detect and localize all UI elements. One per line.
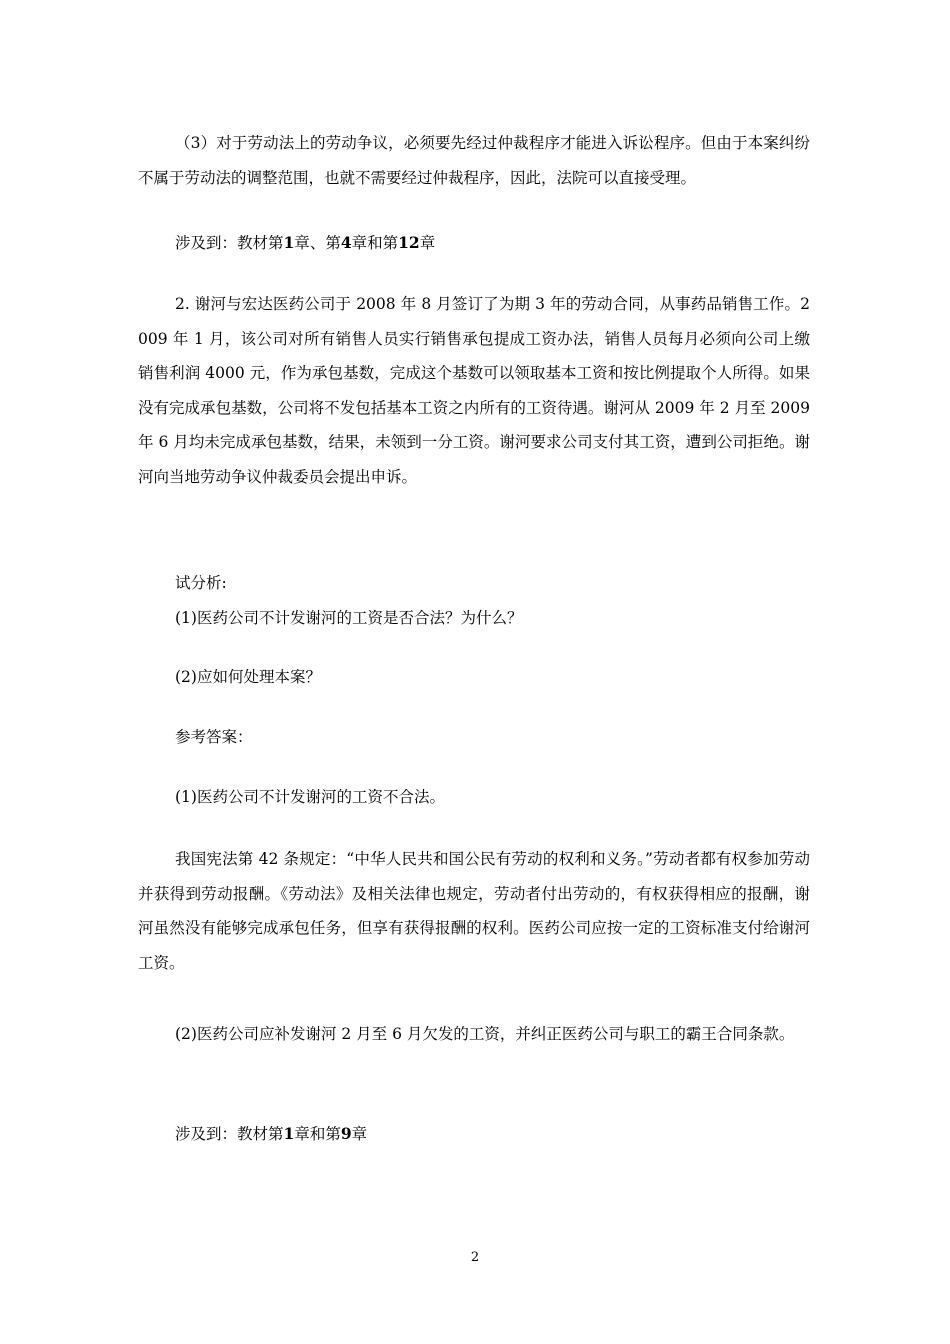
reference-prefix: 涉及到：教材第 [175,234,284,252]
page-number: 2 [470,1250,480,1265]
paragraph-chapter-reference-1 [138,226,810,261]
reference-prefix: 涉及到：教材第 [175,1125,284,1143]
paragraph-chapter-reference-2 [138,1117,810,1152]
paragraph-answer-1-explanation: 我国宪法第 42 条规定：“中华人民共和国公民有劳动的权利和义务。”劳动者都有权参加劳动并获得到劳动报酬。《劳动法》及相关法律也规定，劳动者付出劳动的，有权获得相应的报酬，谢河虽然没有能够完成承包任务，但享有获得报酬的权利。医药公司应按一定的工资标准支付给谢河工资。 [138,850,810,972]
chapter-number: 1 [283,1124,295,1143]
paragraph-case-2: 2. 谢河与宏达医药公司于 2008 年 8 月签订了为期 3 年的劳动合同，从事药品销售工作。2009 年 1 月，该公司对所有销售人员实行销售承包提成工资办法，销售人员每月必须向公司上缴销售利润 4000 元，作为承包基数，完成这个基数可以领取基本工资和按比例提取个人所得。如果没有完成承包基数，公司将不发包括基本工资之内所有的工资待遇。谢河从 2009 年 2 月至 2009 年 6 月均未完成承包基数，结果，未领到一分工资。谢河要求公司支付其工资，遭到公司拒绝。谢河向当地劳动争议仲裁委员会提出申诉。 [138,295,810,486]
paragraph-analysis-heading: 试分析: [175,574,227,592]
chapter-number: 9 [340,1124,352,1143]
reference-text: 章、第 [294,234,341,252]
paragraph-question-2: (2)应如何处理本案？ [175,668,321,686]
paragraph-question-1: (1)医药公司不计发谢河的工资是否合法？为什么？ [175,609,523,627]
chapter-number: 1 [283,233,295,252]
reference-suffix: 章 [351,1125,368,1143]
reference-text: 章和第 [294,1125,341,1143]
paragraph-answer-heading: 参考答案： [175,728,253,746]
reference-text: 章和第 [351,234,399,252]
paragraph-answer-1: (1)医药公司不计发谢河的工资不合法。 [175,788,445,806]
chapter-number: 4 [340,233,352,252]
chapter-number: 12 [398,233,420,252]
reference-suffix: 章 [419,234,436,252]
paragraph-arbitration-note: （3）对于劳动法上的劳动争议，必须要先经过仲裁程序才能进入诉讼程序。但由于本案纠纷不属于劳动法的调整范围，也就不需要经过仲裁程序，因此，法院可以直接受理。 [138,134,810,187]
paragraph-answer-2: (2)医药公司应补发谢河 2 月至 6 月欠发的工资，并纠正医药公司与职工的霸王合同条款。 [175,1025,795,1043]
